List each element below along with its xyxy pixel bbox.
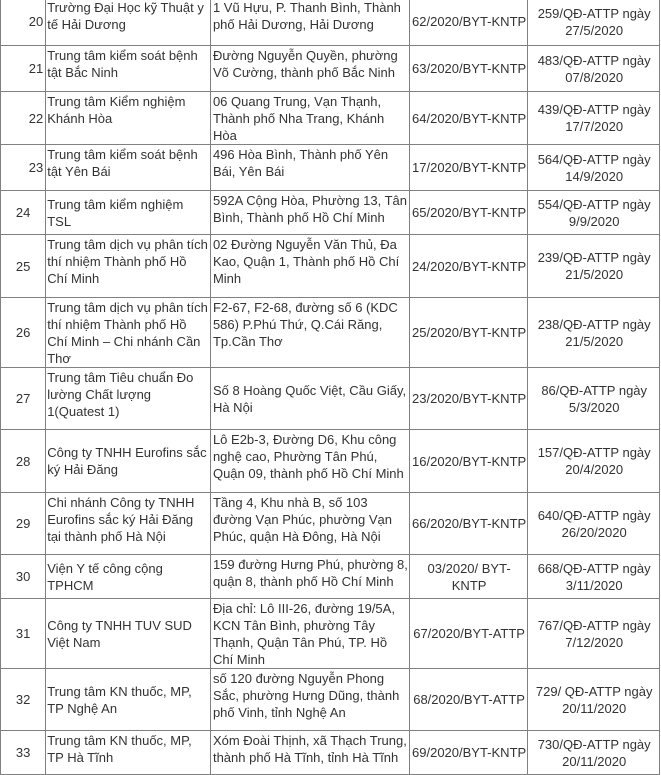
decision: 157/QĐ-ATTP ngày 20/4/2020 (528, 430, 660, 493)
decision: 439/QĐ-ATTP ngày 17/7/2020 (528, 92, 660, 145)
table-row (1, 430, 660, 493)
address: 592A Cộng Hòa, Phường 13, Tân Bình, Thành phố Hồ Chí Minh (210, 191, 409, 235)
decision: 668/QĐ-ATTP ngày 3/11/2020 (528, 555, 660, 599)
table-row (1, 493, 660, 555)
address: 1 Vũ Hựu, P. Thanh Bình, Thành phố Hải Dương, Hải Dương (210, 0, 409, 46)
row-number: 26 (1, 298, 46, 368)
organization-name: Trung tâm Kiểm nghiệm Khánh Hòa (46, 92, 211, 145)
table-row (1, 298, 660, 368)
decision: 767/QĐ-ATTP ngày 7/12/2020 (528, 599, 660, 669)
decision: 729/ QĐ-ATTP ngày 20/11/2020 (528, 669, 660, 731)
certificate-number: 66/2020/BYT-KNTP (409, 493, 528, 555)
row-number: 25 (1, 235, 46, 298)
organization-name: Trung tâm dịch vụ phân tích thí nhiệm Thành phố Hồ Chí Minh – Chi nhánh Cần Thơ (46, 298, 211, 368)
address: 496 Hòa Bình, Thành phố Yên Bái, Yên Bái (210, 145, 409, 191)
certificate-number: 24/2020/BYT-KNTP (409, 235, 528, 298)
row-number: 20 (1, 0, 46, 46)
address: 159 đường Hưng Phú, phường 8, quận 8, thành phố Hồ Chí Minh (210, 555, 409, 599)
organization-name: Công ty TNHH Eurofins sắc ký Hải Đăng (46, 430, 211, 493)
decision: 730/QĐ-ATTP ngày 20/11/2020 (528, 731, 660, 775)
address: Xóm Đoài Thịnh, xã Thạch Trung, thành phố Hà Tĩnh, tỉnh Hà Tĩnh (210, 731, 409, 775)
row-number: 22 (1, 92, 46, 145)
table-row (1, 235, 660, 298)
certificate-number: 63/2020/BYT-KNTP (409, 46, 528, 92)
organization-name: Trung tâm kiểm soát bệnh tật Yên Bái (46, 145, 211, 191)
certificate-number: 25/2020/BYT-KNTP (409, 298, 528, 368)
organization-name: Trung tâm KN thuốc, MP, TP Hà Tĩnh (46, 731, 211, 775)
certificate-number: 64/2020/BYT-KNTP (409, 92, 528, 145)
address: Số 8 Hoàng Quốc Việt, Cầu Giấy, Hà Nội (210, 368, 409, 430)
decision: 640/QĐ-ATTP ngày 26/20/2020 (528, 493, 660, 555)
certificate-number: 65/2020/BYT-KNTP (409, 191, 528, 235)
certificate-number: 23/2020/BYT-KNTP (409, 368, 528, 430)
row-number: 21 (1, 46, 46, 92)
address: 06 Quang Trung, Vạn Thạnh, Thành phố Nha Trang, Khánh Hòa (210, 92, 409, 145)
organization-name: Trung tâm kiểm soát bệnh tật Bắc Ninh (46, 46, 211, 92)
table-row (1, 46, 660, 92)
address: số 120 đường Nguyễn Phong Sắc, phường Hưng Dũng, thành phố Vinh, tỉnh Nghệ An (210, 669, 409, 731)
row-number: 33 (1, 731, 46, 775)
address: Tầng 4, Khu nhà B, số 103 đường Vạn Phúc, phường Vạn Phúc, quận Hà Đông, Hà Nội (210, 493, 409, 555)
row-number: 30 (1, 555, 46, 599)
table-row (1, 0, 660, 46)
table-row (1, 368, 660, 430)
row-number: 29 (1, 493, 46, 555)
organization-name: Công ty TNHH TUV SUD Việt Nam (46, 599, 211, 669)
row-number: 31 (1, 599, 46, 669)
decision: 239/QĐ-ATTP ngày 21/5/2020 (528, 235, 660, 298)
decision: 259/QĐ-ATTP ngày 27/5/2020 (528, 0, 660, 46)
certificate-number: 03/2020/ BYT-KNTP (409, 555, 528, 599)
address: 02 Đường Nguyễn Văn Thủ, Đa Kao, Quận 1, Thành phố Hồ Chí Minh (210, 235, 409, 298)
certificate-number: 17/2020/BYT-KNTP (409, 145, 528, 191)
certificate-number: 68/2020/BYT-ATTP (409, 669, 528, 731)
table-row (1, 599, 660, 669)
row-number: 23 (1, 145, 46, 191)
decision: 564/QĐ-ATTP ngày 14/9/2020 (528, 145, 660, 191)
address: Đường Nguyễn Quyền, phường Võ Cường, thành phố Bắc Ninh (210, 46, 409, 92)
organization-name: Trung tâm Tiêu chuẩn Đo lường Chất lượng 1(Quatest 1) (46, 368, 211, 430)
table-row (1, 669, 660, 731)
table-row (1, 191, 660, 235)
row-number: 32 (1, 669, 46, 731)
address: Lô E2b-3, Đường D6, Khu công nghệ cao, Phường Tân Phú, Quận 09, thành phố Hồ Chí Minh (210, 430, 409, 493)
organization-name: Trung tâm kiểm nghiệm TSL (46, 191, 211, 235)
table-row (1, 555, 660, 599)
certificate-number: 69/2020/BYT-KNTP (409, 731, 528, 775)
organization-name: Chi nhánh Công ty TNHH Eurofins sắc ký Hải Đăng tại thành phố Hà Nội (46, 493, 211, 555)
table-row (1, 731, 660, 775)
organization-name: Trường Đại Học kỹ Thuật y tế Hải Dương (46, 0, 211, 46)
decision: 554/QĐ-ATTP ngày 9/9/2020 (528, 191, 660, 235)
certificate-number: 67/2020/BYT-ATTP (409, 599, 528, 669)
organization-name: Viện Y tế công cộng TPHCM (46, 555, 211, 599)
address: Địa chỉ: Lô III-26, đường 19/5A, KCN Tân Bình, phường Tây Thạnh, Quận Tân Phú, TP. Hồ Chí Minh (210, 599, 409, 669)
row-number: 27 (1, 368, 46, 430)
certificate-number: 62/2020/BYT-KNTP (409, 0, 528, 46)
decision: 238/QĐ-ATTP ngày 21/5/2020 (528, 298, 660, 368)
decision: 483/QĐ-ATTP ngày 07/8/2020 (528, 46, 660, 92)
decision: 86/QĐ-ATTP ngày 5/3/2020 (528, 368, 660, 430)
certificate-number: 16/2020/BYT-KNTP (409, 430, 528, 493)
organization-name: Trung tâm KN thuốc, MP, TP Nghệ An (46, 669, 211, 731)
table-row (1, 145, 660, 191)
row-number: 24 (1, 191, 46, 235)
address: F2-67, F2-68, đường số 6 (KDC 586) P.Phú Thứ, Q.Cái Răng, Tp.Cần Thơ (210, 298, 409, 368)
row-number: 28 (1, 430, 46, 493)
organization-name: Trung tâm dịch vụ phân tích thí nhiệm Thành phố Hồ Chí Minh (46, 235, 211, 298)
table-row (1, 92, 660, 145)
